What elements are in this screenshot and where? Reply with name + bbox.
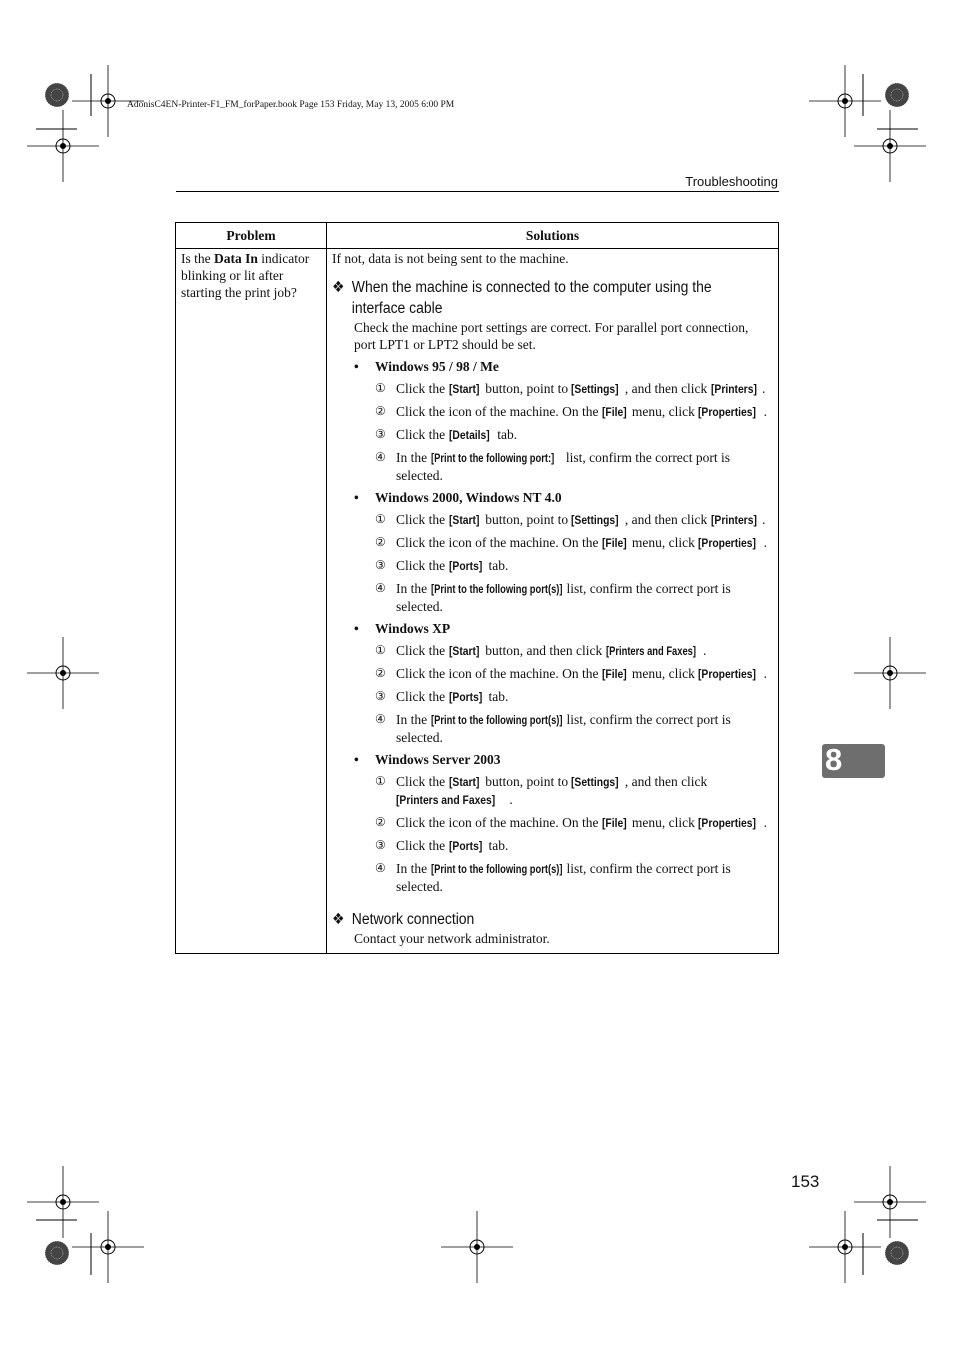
diamond-bullet-icon: ❖ xyxy=(332,911,345,928)
registration-target-icon xyxy=(72,1211,144,1283)
os-bullet-winxp: • Windows XP xyxy=(354,621,451,636)
list-item: ① Click the [Start] button, point to [Settings] , and then click [Printers] . xyxy=(375,381,766,396)
running-header: Troubleshooting xyxy=(685,174,778,189)
section-heading-interface-cable: ❖ When the machine is connected to the computer using the interface cable xyxy=(332,279,712,317)
page-number: 153 xyxy=(791,1172,820,1191)
color-wheel-icon xyxy=(885,1241,909,1265)
list-item: ③ Click the [Details] tab. xyxy=(375,427,518,442)
section-description: Contact your network administrator. xyxy=(354,931,550,946)
os-bullet-win2003: • Windows Server 2003 xyxy=(354,752,501,767)
list-item: ④ In the [Print to the following port:] list, confirm the correct port is selected. xyxy=(375,450,731,483)
list-item: ② Click the icon of the machine. On the [File] menu, click [Properties] . xyxy=(375,535,767,550)
file-info-line: AdonisC4EN-Printer-F1_FM_forPaper.book Page 153 Friday, May 13, 2005 6:00 PM xyxy=(127,100,455,110)
troubleshooting-table xyxy=(175,222,779,954)
list-item: ③ Click the [Ports] tab. xyxy=(375,558,509,573)
list-item: ④ In the [Print to the following port(s)] list, confirm the correct port is selected. xyxy=(375,861,731,894)
list-item: ③ Click the [Ports] tab. xyxy=(375,838,509,853)
diamond-bullet-icon: ❖ xyxy=(332,279,345,296)
list-item: ① Click the [Start] button, and then click [Printers and Faxes] . xyxy=(375,643,707,658)
table-header-row xyxy=(176,223,779,249)
color-wheel-icon xyxy=(885,83,909,107)
list-item: ② Click the icon of the machine. On the [File] menu, click [Properties] . xyxy=(375,666,767,681)
registration-target-icon xyxy=(27,1166,99,1238)
registration-target-icon xyxy=(809,65,881,137)
os-bullet-win2000: • Windows 2000, Windows NT 4.0 xyxy=(354,490,562,505)
color-wheel-icon xyxy=(45,1241,69,1265)
registration-target-icon xyxy=(27,110,99,182)
registration-target-icon xyxy=(809,1211,881,1283)
registration-target-icon xyxy=(72,65,144,137)
list-item: ① Click the [Start] button, point to [Settings] , and then click [Printers] . xyxy=(375,512,766,527)
solution-intro: If not, data is not being sent to the machine. xyxy=(332,251,569,266)
os-bullet-win9x: • Windows 95 / 98 / Me xyxy=(354,359,499,374)
chapter-number: 8 xyxy=(825,742,843,777)
list-item: ① Click the [Start] button, point to [Settings] , and then click [Printers and Faxes] . xyxy=(375,774,708,807)
section-heading-network: ❖ Network connection xyxy=(332,911,475,928)
list-item: ④ In the [Print to the following port(s)] list, confirm the correct port is selected. xyxy=(375,712,731,745)
solution-cell xyxy=(327,249,779,954)
column-header-solutions: Solutions xyxy=(327,223,779,249)
table-row xyxy=(176,249,779,954)
color-wheel-icon xyxy=(45,83,69,107)
registration-target-icon xyxy=(854,637,926,709)
list-item: ② Click the icon of the machine. On the [File] menu, click [Properties] . xyxy=(375,815,767,830)
column-header-problem: Problem xyxy=(176,223,327,249)
registration-target-icon xyxy=(441,1211,513,1283)
registration-target-icon xyxy=(854,110,926,182)
registration-target-icon xyxy=(27,637,99,709)
list-item: ④ In the [Print to the following port(s)] list, confirm the correct port is selected. xyxy=(375,581,731,614)
list-item: ② Click the icon of the machine. On the [File] menu, click [Properties] . xyxy=(375,404,767,419)
list-item: ③ Click the [Ports] tab. xyxy=(375,689,509,704)
registration-target-icon xyxy=(854,1166,926,1238)
section-description: Check the machine port settings are correct. For parallel port connection, port LPT1 or LPT2 should be set. xyxy=(354,320,749,352)
problem-cell: Is the Data In indicator blinking or lit after starting the print job? xyxy=(176,249,327,954)
